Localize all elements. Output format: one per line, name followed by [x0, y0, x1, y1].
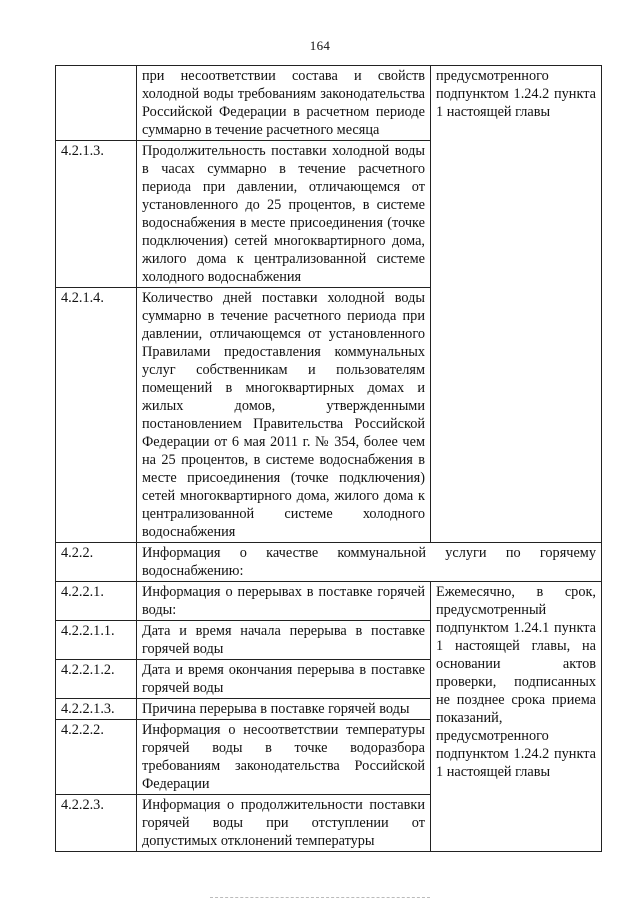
row-description: Информация о перерывах в поставке горячей воды:: [137, 582, 431, 621]
requirements-table: [55, 65, 602, 852]
section-heading: Информация о качестве коммунальной услуги по горячему водоснабжению:: [137, 543, 602, 582]
row-number: 4.2.2.1.3.: [56, 699, 137, 720]
row-description: Информация о несоответствии температуры горячей воды в точке водоразбора требованиям законодательства Российской Федерации: [137, 720, 431, 795]
deadline-cell: Ежемесячно, в срок, предусмотренный подпунктом 1.24.1 пункта 1 настоящей главы, на основании актов проверки, подписанных не позднее срока приема показаний, предусмотренного подпунктом 1.24.2 пункта 1 настоящей главы: [431, 582, 602, 852]
row-number: 4.2.1.3.: [56, 141, 137, 288]
row-description: Информация о продолжительности поставки горячей воды при отступлении от допустимых отклонений температуры: [137, 795, 431, 852]
row-number: 4.2.2.2.: [56, 720, 137, 795]
row-description: Причина перерыва в поставке горячей воды: [137, 699, 431, 720]
page-number: 164: [309, 38, 331, 53]
table-row: [56, 582, 602, 621]
row-description: Дата и время начала перерыва в поставке горячей воды: [137, 621, 431, 660]
row-number: 4.2.2.1.1.: [56, 621, 137, 660]
deadline-cell: предусмотренного подпунктом 1.24.2 пункта 1 настоящей главы: [431, 66, 602, 543]
row-number: 4.2.2.: [56, 543, 137, 582]
row-description: при несоответствии состава и свойств холодной воды требованиям законодательства Российской Федерации в расчетном периоде суммарно в течение расчетного месяца: [137, 66, 431, 141]
row-description: Дата и время окончания перерыва в поставке горячей воды: [137, 660, 431, 699]
row-number: 4.2.2.1.: [56, 582, 137, 621]
row-number: 4.2.2.3.: [56, 795, 137, 852]
table-row: [56, 66, 602, 141]
row-number: [56, 66, 137, 141]
scan-edge-line: [210, 897, 430, 898]
row-number: 4.2.2.1.2.: [56, 660, 137, 699]
row-description: Количество дней поставки холодной воды суммарно в течение расчетного периода при давлении, отличающемся от установленного Правилами предоставления коммунальных услуг собственникам и пользователям помещений в многоквартирных домах и жилых домов, утвержденными постановлением Правительства Российской Федерации от 6 мая 2011 г. № 354, более чем на 25 процентов, в системе водоснабжения в месте присоединения (точке подключения) сетей многоквартирного дома, жилого дома к централизованной системе холодного водоснабжения: [137, 288, 431, 543]
table-row: [56, 543, 602, 582]
row-description: Продолжительность поставки холодной воды в часах суммарно в течение расчетного периода при давлении, отличающемся от установленного до 25 процентов, в системе водоснабжения в месте присоединения (точке подключения) сетей многоквартирного дома, жилого дома к централизованной системе холодного водоснабжения: [137, 141, 431, 288]
row-number: 4.2.1.4.: [56, 288, 137, 543]
